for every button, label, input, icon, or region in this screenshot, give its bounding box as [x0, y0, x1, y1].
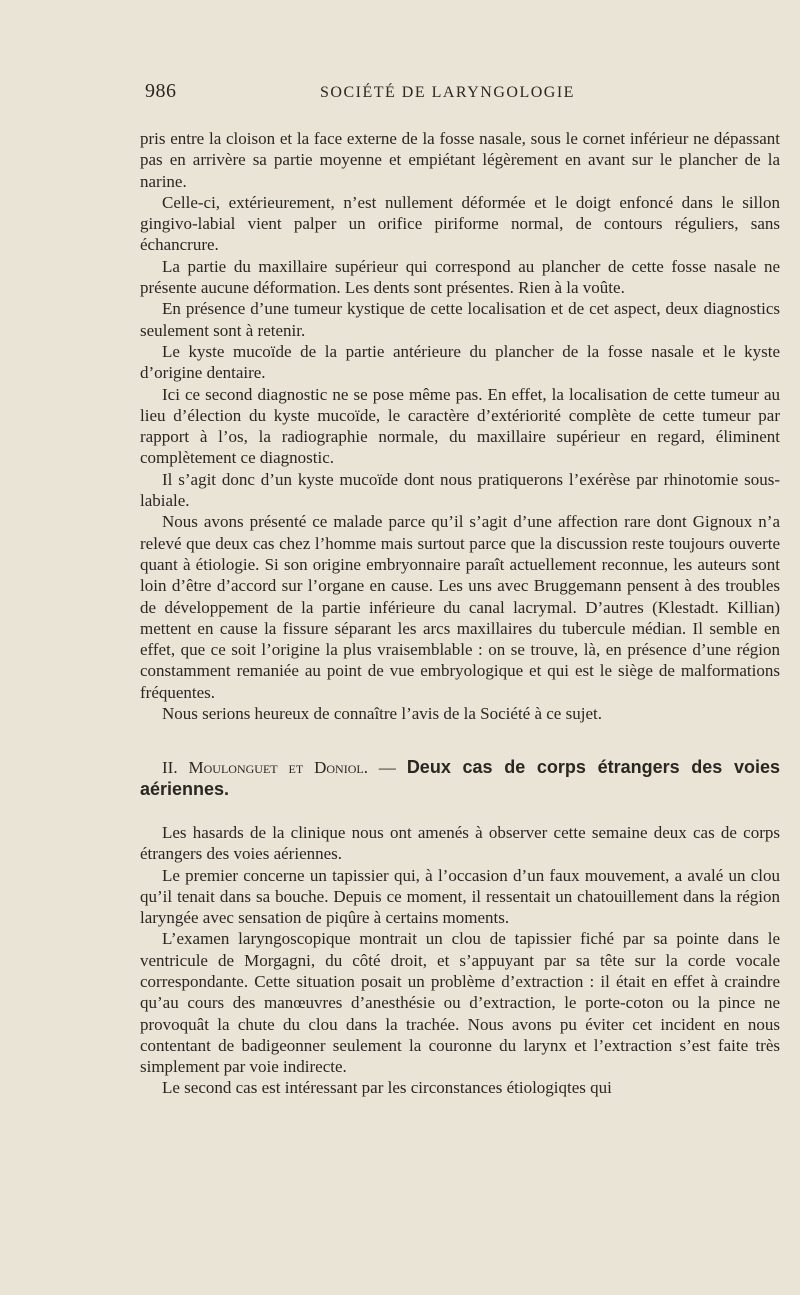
- section-dash: —: [378, 758, 396, 778]
- page-header: [145, 80, 785, 108]
- section-number: II.: [162, 758, 178, 778]
- paragraph: pris entre la cloison et la face externe de la fosse nasale, sous le cornet inférieur ne dépassant pas en arrivère sa partie moyenne et empiétant légèrement en avant sur le plancher de la narine.: [140, 129, 780, 191]
- paragraph: Nous serions heureux de connaître l’avis de la Société à ce sujet.: [162, 704, 602, 724]
- paragraph: Nous avons présenté ce malade parce qu’il s’agit d’une affection rare dont Gignoux n’a relevé que deux cas chez l’homme mais surtout parce que la discussion reste toujours ouverte quant à étiologie. Si son origine embryonnaire paraît actuellement reconnue, les auteurs sont loin d’être d’accord sur l’organe en cause. Les uns avec Bruggemann pensent à des troubles de développement de la partie inférieure du canal lacrymal. D’autres (Klestadt. Killian) mettent en cause la fissure séparant les arcs maxillaires du tubercule médian. Il semble en effet, que ce soit l’origine la plus vraisemblable : on se trouve, là, en présence d’une région constamment remaniée au point de vue embryologique et qui est le siège de malformations fréquentes.: [140, 512, 780, 702]
- paragraph: Le second cas est intéressant par les circonstances étiologiqtes qui: [162, 1078, 612, 1098]
- paragraph: Celle-ci, extérieurement, n’est nullement déformée et le doigt enfoncé dans le sillon gingivo-labial vient palper un orifice piriforme normal, de contours réguliers, sans échancrure.: [140, 192, 780, 255]
- page-body: [140, 128, 780, 1099]
- paragraph: Ici ce second diagnostic ne se pose même pas. En effet, la localisation de cette tumeur au lieu d’élection du kyste mucoïde, le caractère d’extériorité complète de cette tumeur par rapport à l’os, la radiographie normale, du maxillaire supérieur en regard, éliminent complètement ce diagnostic.: [140, 384, 780, 468]
- paragraph: La partie du maxillaire supérieur qui correspond au plancher de cette fosse nasale ne présente aucune déformation. Les dents sont présentes. Rien à la voûte.: [140, 256, 780, 298]
- section-authors: Moulonguet et Doniol.: [188, 758, 368, 778]
- paragraph: L’examen laryngoscopique montrait un clou de tapissier fiché par sa pointe dans le ventricule de Morgagni, du côté droit, et s’appuyant par sa tête sur la corde vocale correspondante. Cette situation posait un problème d’extraction : il était en effet à craindre qu’au cours des manœuvres d’anesthésie ou d’extraction, le porte-coton ou la pince ne provoquât la chute du clou dans la trachée. Nous avons pu éviter cet incident en nous contentant de badigeonner seulement la couronne du larynx et l’extraction s’est faite très simplement par voie indirecte.: [140, 929, 780, 1077]
- running-head: SOCIÉTÉ DE LARYNGOLOGIE: [320, 84, 575, 101]
- section-heading: [140, 757, 780, 800]
- paragraph: Le premier concerne un tapissier qui, à l’occasion d’un faux mouvement, a avalé un clou qu’il tenait dans sa bouche. Depuis ce moment, il ressentait un chatouillement dans la région laryngée avec sensation de piqûre à certains moments.: [140, 865, 780, 928]
- page-number: 986: [145, 80, 177, 102]
- section-title: Deux cas de corps étrangers des voies aériennes.: [140, 757, 780, 799]
- paragraph: Le kyste mucoïde de la partie antérieure du plancher de la fosse nasale et le kyste d’origine dentaire.: [140, 341, 780, 383]
- paragraph: Il s’agit donc d’un kyste mucoïde dont nous pratiquerons l’exérèse par rhinotomie sous-labiale.: [140, 469, 780, 511]
- paragraph: En présence d’une tumeur kystique de cette localisation et de cet aspect, deux diagnostics seulement sont à retenir.: [140, 299, 780, 340]
- paragraph: Les hasards de la clinique nous ont amenés à observer cette semaine deux cas de corps étrangers des voies aériennes.: [140, 822, 780, 864]
